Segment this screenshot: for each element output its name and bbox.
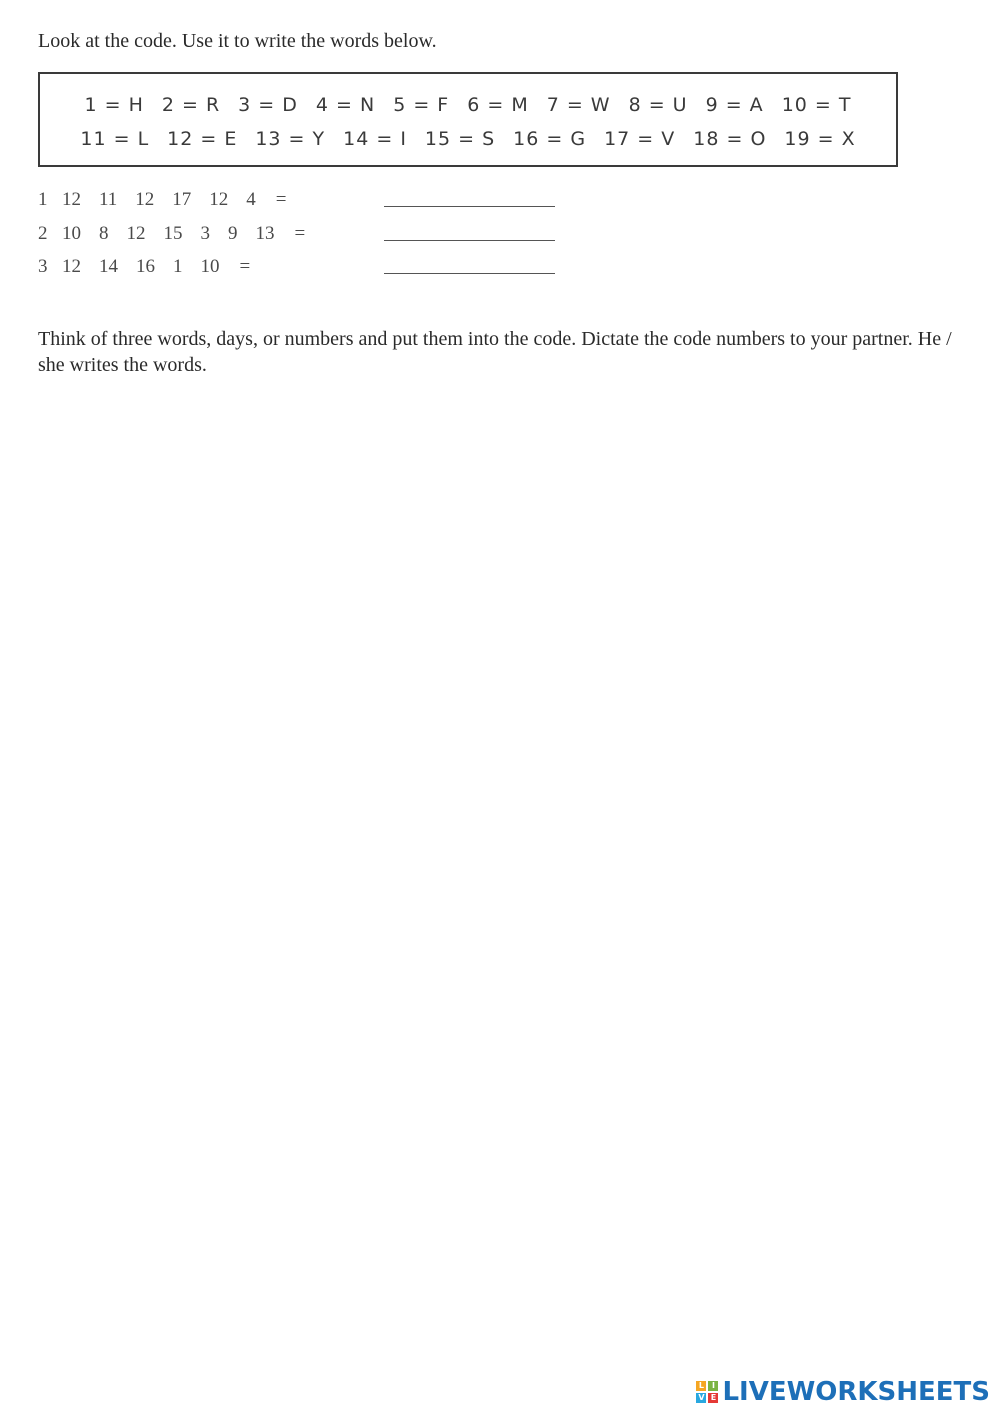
code-pair: 3 = D [238, 94, 298, 116]
instruction-text: Look at the code. Use it to write the words below. [38, 30, 437, 52]
logo-letter-l: L [696, 1381, 706, 1391]
code-pair: 10 = T [781, 94, 852, 116]
answer-line-2[interactable] [384, 240, 555, 241]
exercise-code: 3 [200, 223, 210, 244]
logo-letter-v: V [698, 1393, 705, 1402]
exercise-code: 12 [62, 189, 81, 210]
equals-sign: = [294, 223, 306, 244]
liveworksheets-logo-icon [696, 1381, 718, 1403]
exercise-number: 3 [38, 256, 48, 277]
exercise-code: 8 [99, 223, 109, 244]
exercise-row-3 [38, 256, 578, 282]
code-pair: 4 = N [315, 94, 376, 116]
exercise-code: 10 [62, 223, 81, 244]
exercise-code: 13 [255, 223, 275, 244]
exercise-code: 11 [99, 189, 118, 210]
code-key-box [38, 72, 898, 167]
exercise-code: 12 [135, 189, 155, 210]
code-pair: 18 = O [693, 128, 767, 150]
code-pair: 14 = I [343, 128, 407, 150]
code-pair: 17 = V [604, 128, 676, 150]
code-pair: 13 = Y [255, 128, 326, 150]
exercise-row-1 [38, 189, 578, 215]
exercise-code: 12 [126, 223, 146, 244]
code-key-row-2 [40, 128, 896, 150]
code-key-row-1 [40, 94, 896, 116]
code-pair: 1 = H [84, 94, 144, 116]
code-pair: 5 = F [393, 94, 450, 116]
code-pair: 19 = X [784, 128, 856, 150]
logo-letter-i: I [708, 1381, 718, 1391]
equals-sign: = [275, 189, 287, 210]
exercise-code: 14 [99, 256, 118, 277]
exercise-code: 4 [246, 189, 256, 210]
liveworksheets-brand[interactable] [696, 1377, 990, 1407]
exercise-code: 12 [209, 189, 229, 210]
exercise-code: 16 [136, 256, 155, 277]
code-pair: 6 = M [467, 94, 529, 116]
task-text: Think of three words, days, or numbers and put them into the code. Dictate the code numbers to your partner. He / she writes the words. [38, 328, 952, 376]
code-pair: 11 = L [80, 128, 150, 150]
equals-sign: = [239, 256, 251, 277]
exercise-code: 10 [200, 256, 220, 277]
code-pair: 7 = W [546, 94, 611, 116]
code-pair: 16 = G [513, 128, 587, 150]
exercise-row-2 [38, 223, 578, 249]
exercise-number: 1 [38, 189, 48, 210]
answer-line-1[interactable] [384, 206, 555, 207]
answer-line-3[interactable] [384, 273, 555, 274]
code-pair: 8 = U [628, 94, 688, 116]
code-pair: 2 = R [161, 94, 221, 116]
exercise-number: 2 [38, 223, 48, 244]
brand-name: LIVEWORKSHEETS [722, 1377, 990, 1407]
code-pair: 12 = E [167, 128, 238, 150]
code-pair: 9 = A [705, 94, 764, 116]
exercise-code: 12 [62, 256, 81, 277]
exercise-code: 15 [163, 223, 183, 244]
logo-letter-e: E [708, 1393, 718, 1403]
exercise-code: 1 [173, 256, 183, 277]
exercise-code: 17 [172, 189, 192, 210]
exercise-code: 9 [228, 223, 238, 244]
code-pair: 15 = S [424, 128, 496, 150]
